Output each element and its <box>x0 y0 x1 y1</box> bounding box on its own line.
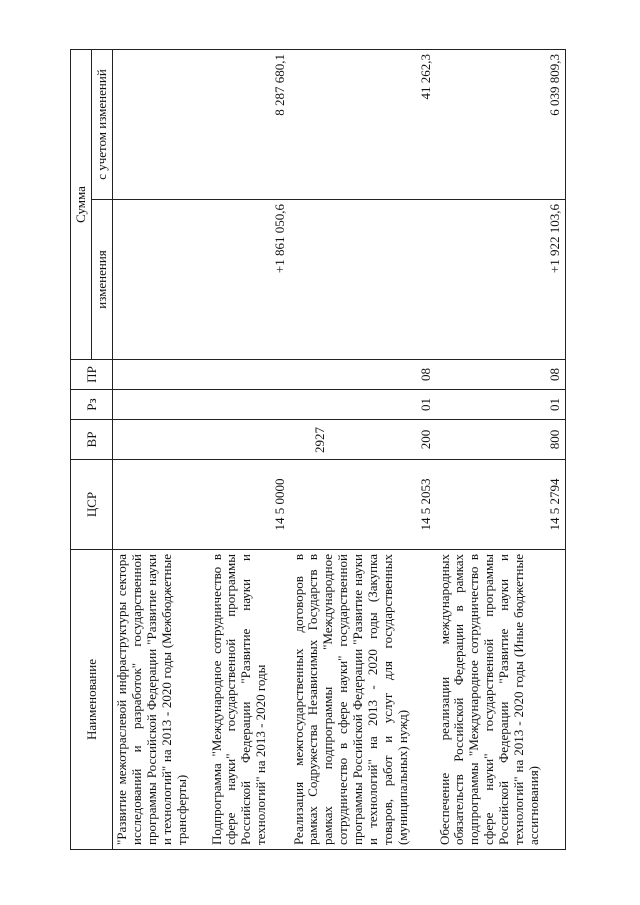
row-csr: 14 5 2053 <box>290 460 436 550</box>
row-vr: 800 <box>436 420 566 460</box>
row-total: 8 287 680,1 <box>208 50 290 200</box>
table-row <box>290 50 436 850</box>
header-change: изменения <box>92 200 113 360</box>
row-vr <box>208 420 290 460</box>
table-row <box>436 50 566 850</box>
row-name: Реализация межгосударственных договоров в рамках Содружества Независимых Государств в рамках подпрограммы "Международное сотрудничество в сфере науки" государственной программы Российской Федерации "Развитие науки и технологий" на 2013 - 2020 годы (Закупка товаров, работ и услуг для государственных (муниципальных) нужд) <box>290 550 436 850</box>
row-pr <box>113 360 208 390</box>
row-name: "Развитие межотраслевой инфраструктуры сектора исследований и разработок" государственной программы Российской Федерации "Развитие науки и технологий" на 2013 - 2020 годы (Межбюджетные трансферты) <box>113 550 208 850</box>
header-rz: Рз <box>71 390 113 420</box>
row-rz <box>208 390 290 420</box>
header-with-changes: с учетом изменений <box>92 50 113 200</box>
row-change: +1 922 103,6 <box>436 200 566 360</box>
table-row <box>208 50 290 850</box>
row-vr: 200 <box>290 420 436 460</box>
table-row <box>113 50 208 850</box>
row-pr <box>208 360 290 390</box>
row-change: +1 861 050,6 <box>208 200 290 360</box>
row-change <box>113 200 208 360</box>
row-rz <box>113 390 208 420</box>
row-csr: 14 5 0000 <box>208 460 290 550</box>
row-change <box>290 200 436 360</box>
row-pr: 08 <box>436 360 566 390</box>
row-name: Обеспечение реализации международных обязательств Российской Федерации в рамках подпрограммы "Международное сотрудничество в сфере науки" государственной программы Российской Федерации "Развитие науки и технологий" на 2013 - 2020 годы (Иные бюджетные ассигнования) <box>436 550 566 850</box>
row-total <box>113 50 208 200</box>
page-number: 2927 <box>312 427 327 453</box>
header-sum: Сумма <box>71 50 92 360</box>
row-csr <box>113 460 208 550</box>
row-csr: 14 5 2794 <box>436 460 566 550</box>
header-csr: ЦСР <box>71 460 113 550</box>
row-rz: 01 <box>290 390 436 420</box>
header-vr: ВР <box>71 420 113 460</box>
budget-table <box>70 49 566 850</box>
budget-table-container <box>70 50 570 850</box>
row-total: 6 039 809,3 <box>436 50 566 200</box>
header-row-1 <box>71 50 92 850</box>
row-total: 41 262,3 <box>290 50 436 200</box>
header-name: Наименование <box>71 550 113 850</box>
row-vr <box>113 420 208 460</box>
row-rz: 01 <box>436 390 566 420</box>
row-name: Подпрограмма "Международное сотрудничество в сфере науки" государственной программы Российской Федерации "Развитие науки и технологий" на 2013 - 2020 годы <box>208 550 290 850</box>
header-pr: ПР <box>71 360 113 390</box>
row-pr: 08 <box>290 360 436 390</box>
